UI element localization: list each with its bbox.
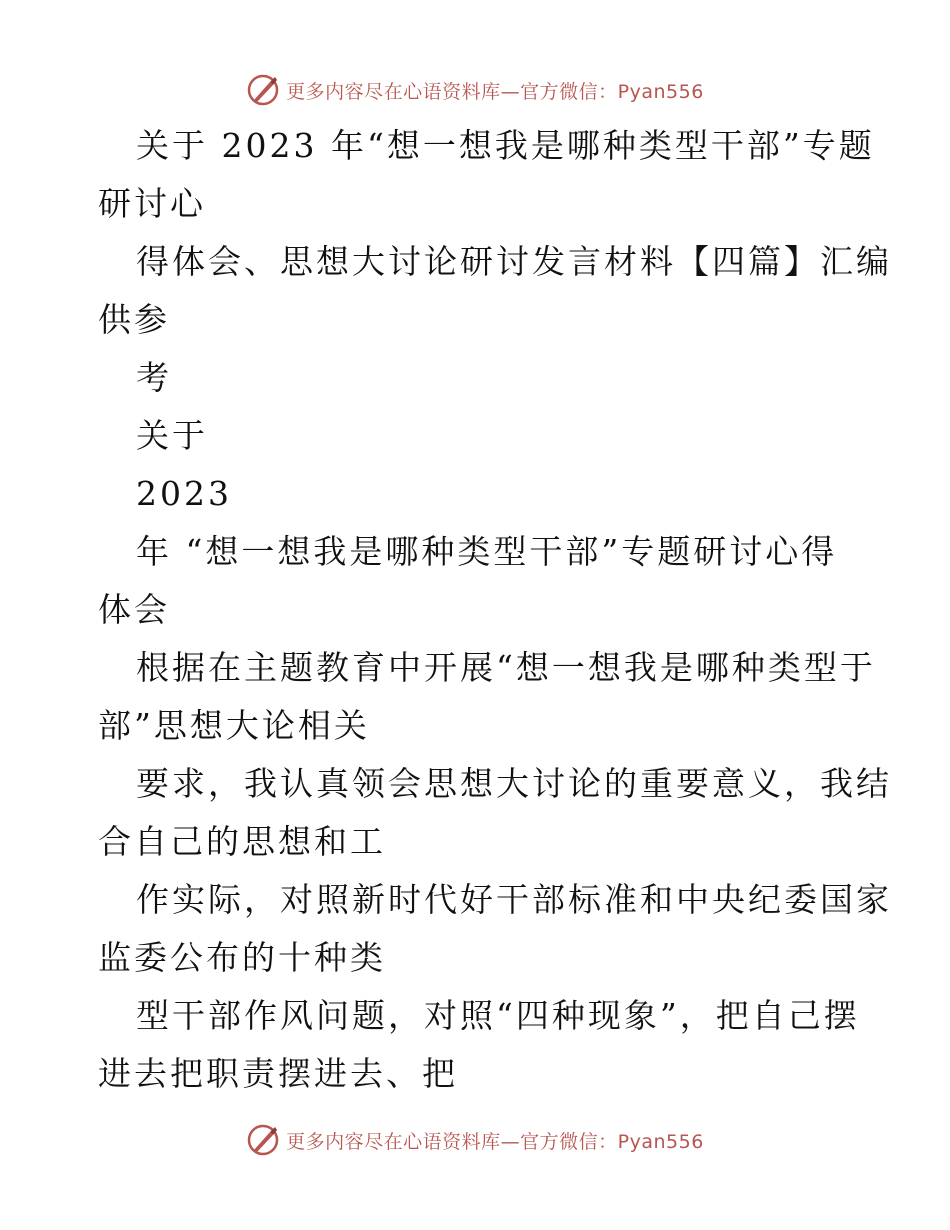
quill-pen-logo-icon: [246, 1123, 280, 1157]
text-line: 根据在主题教育中开展“想一想我是哪种类型于: [136, 648, 876, 687]
text-line: 供参: [98, 300, 170, 339]
text-line: 考: [136, 358, 172, 397]
text-line: 作实际，对照新时代好干部标准和中央纪委国家: [136, 880, 892, 919]
text-line: 体会: [98, 590, 170, 629]
text-line: 合自己的思想和工: [98, 822, 386, 861]
document-body: [98, 117, 892, 1103]
header-watermark-text: 更多内容尽在心语资料库—官方微信：Pyan556: [286, 80, 704, 103]
text-line: 关于: [136, 416, 208, 455]
text-line: 要求，我认真领会思想大讨论的重要意义，我结: [136, 764, 892, 803]
footer-watermark-banner: [0, 1120, 950, 1160]
quill-pen-logo-icon: [246, 73, 280, 107]
text-line: 型干部作风问题，对照“四种现象”，把自己摆: [136, 996, 860, 1035]
text-line: 监委公布的十种类: [98, 938, 386, 977]
text-line: 关于 2023 年“想一想我是哪种类型干部”专题: [136, 126, 875, 165]
text-line: 研讨心: [98, 184, 206, 223]
text-line: 2023: [136, 474, 232, 513]
header-watermark-banner: [0, 70, 950, 110]
text-line: 年 “想一想我是哪种类型干部”专题研讨心得: [136, 532, 838, 571]
text-line: 部”思想大论相关: [98, 706, 370, 745]
footer-watermark-text: 更多内容尽在心语资料库—官方微信：Pyan556: [286, 1130, 704, 1153]
text-line: 得体会、思想大讨论研讨发言材料【四篇】汇编: [136, 242, 892, 281]
text-line: 进去把职责摆进去、把: [98, 1054, 458, 1093]
